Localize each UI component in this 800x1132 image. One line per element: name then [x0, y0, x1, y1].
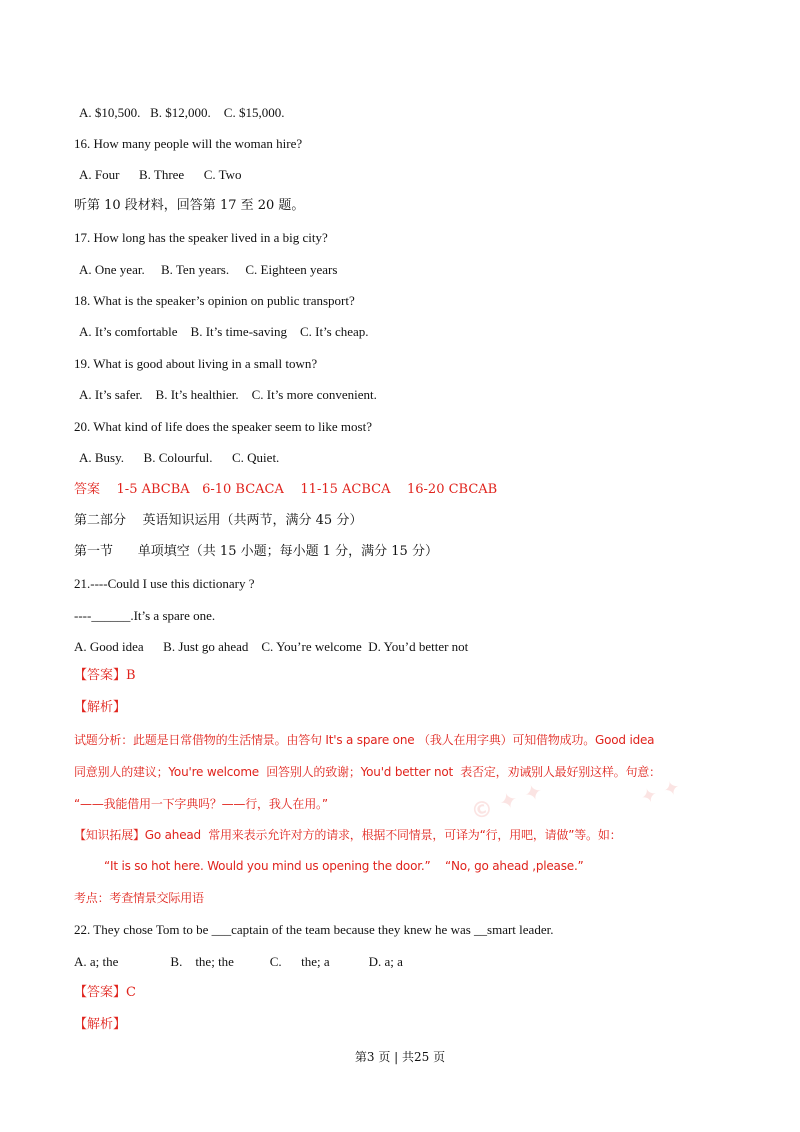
q19-question: 19. What is good about living in a small town?	[74, 356, 318, 371]
q21-explanation-line-3: “——我能借用一下字典吗？——行，我人在用。”	[74, 797, 328, 811]
q22-analysis-label: 【解析】	[74, 1017, 127, 1032]
q21-explanation-line-2: 同意别人的建议；You're welcome 回答别人的致谢；You'd better not 表否定，劝诫别人最好别这样。句意：	[74, 765, 661, 779]
q16-question: 16. How many people will the woman hire?	[74, 136, 303, 151]
q20-question: 20. What kind of life does the speaker seem to like most?	[74, 419, 372, 434]
q21-analysis-label: 【解析】	[74, 700, 127, 715]
q16-options: A. Four B. Three C. Two	[79, 167, 242, 182]
q15-options: A. $10,500. B. $12,000. C. $15,000.	[79, 105, 285, 120]
q21-answer: 【答案】B	[74, 668, 136, 683]
q22-answer: 【答案】C	[74, 985, 136, 1000]
part-2-heading: 第二部分 英语知识运用（共两节，满分 45 分）	[74, 513, 363, 528]
q21-extension-example: “It is so hot here. Would you mind us opening the door.” “No, go ahead ,please.”	[104, 859, 584, 873]
q22-question: 22. They chose Tom to be ___captain of the team because they knew he was __smart leader.	[74, 922, 554, 937]
q20-options: A. Busy. B. Colourful. C. Quiet.	[79, 450, 280, 465]
q18-question: 18. What is the speaker’s opinion on public transport?	[74, 293, 355, 308]
page-footer: 第3 页 | 共25 页	[354, 1050, 446, 1064]
q21-reply: ----______.It’s a spare one.	[74, 608, 216, 623]
q21-options: A. Good idea B. Just go ahead C. You’re welcome D. You’d better not	[74, 639, 469, 654]
q21-question: 21.----Could I use this dictionary ?	[74, 576, 255, 591]
q17-question: 17. How long has the speaker lived in a big city?	[74, 230, 328, 245]
q21-explanation-line-1: 试题分析：此题是日常借物的生活情景。由答句 It's a spare one （我人在用字典）可知借物成功。Good idea	[74, 733, 655, 747]
section-10-heading: 听第 10 段材料，回答第 17 至 20 题。	[74, 198, 305, 213]
q18-options: A. It’s comfortable B. It’s time-saving C. It’s cheap.	[79, 324, 369, 339]
q21-test-point: 考点：考查情景交际用语	[74, 891, 204, 905]
q19-options: A. It’s safer. B. It’s healthier. C. It’s more convenient.	[79, 387, 377, 402]
q22-options: A. a; the B. the; the C. the; a D. a; a	[74, 954, 403, 969]
q17-options: A. One year. B. Ten years. C. Eighteen years	[79, 262, 338, 277]
q21-extension-line-1: 【知识拓展】Go ahead 常用来表示允许对方的请求，根据不同情景，可译为“行，用吧，请做”等。如：	[74, 828, 622, 842]
listening-answers: 答案 1-5 ABCBA 6-10 BCACA 11-15 ACBCA 16-20 CBCAB	[74, 482, 498, 497]
section-1-heading: 第一节 单项填空（共 15 小题；每小题 1 分，满分 15 分）	[74, 544, 438, 559]
